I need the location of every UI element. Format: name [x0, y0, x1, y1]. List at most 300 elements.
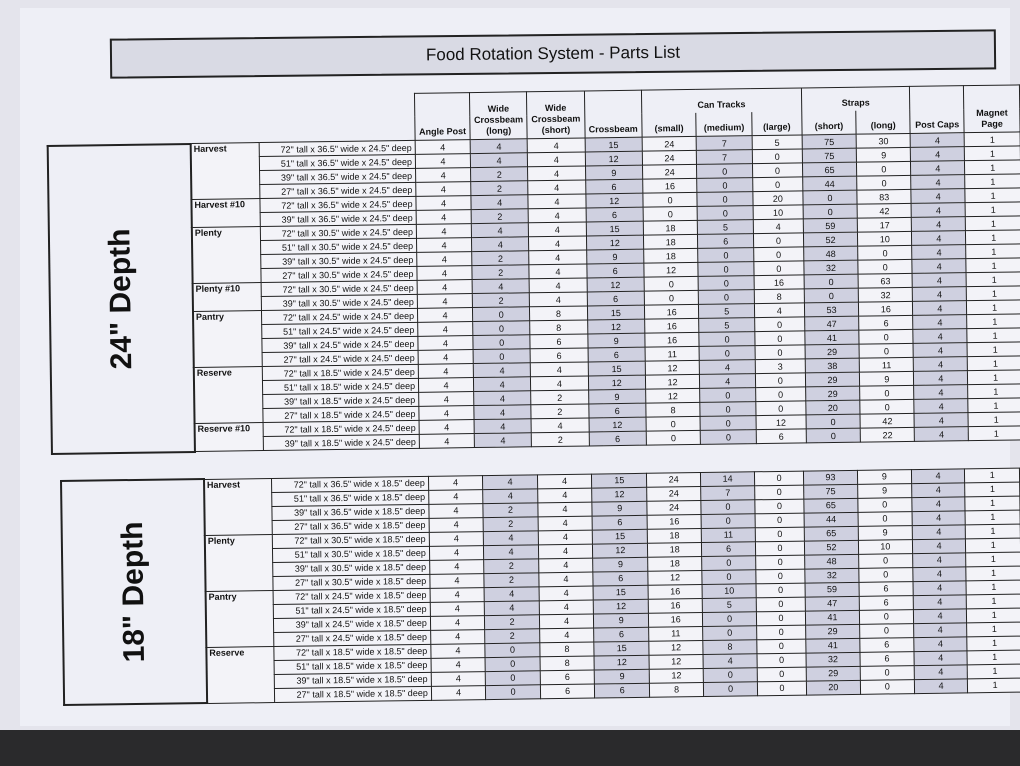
part-count-cell: 0	[860, 399, 914, 414]
part-count-cell: 75	[802, 134, 857, 149]
part-count-cell: 0	[757, 639, 806, 654]
part-count-cell: 4	[537, 488, 592, 503]
part-count-cell: 32	[806, 652, 860, 667]
part-count-cell: 4	[914, 399, 968, 414]
part-count-cell: 32	[804, 260, 859, 275]
table-surface	[0, 730, 1020, 766]
part-count-cell: 4	[415, 140, 470, 155]
part-count-cell: 4	[912, 245, 966, 260]
part-count-cell: 9	[858, 525, 912, 540]
part-count-cell: 0	[806, 414, 861, 429]
part-count-cell: 8	[530, 306, 587, 321]
part-count-cell: 0	[803, 190, 858, 205]
part-count-cell: 8	[646, 402, 701, 417]
model-name: Harvest	[204, 478, 273, 535]
part-count-cell: 2	[472, 251, 529, 266]
part-count-cell: 0	[756, 387, 806, 402]
part-count-cell: 4	[531, 362, 588, 377]
part-count-cell: 11	[701, 527, 755, 542]
part-count-cell: 4	[915, 427, 969, 442]
part-count-cell: 16	[647, 514, 701, 529]
part-count-cell: 5	[699, 304, 755, 319]
part-count-cell: 44	[802, 176, 857, 191]
part-count-cell: 4	[913, 622, 967, 637]
part-count-cell: 2	[483, 502, 538, 517]
part-count-cell: 0	[700, 416, 756, 431]
parts-table-18-depth	[60, 467, 1020, 706]
part-count-cell: 15	[593, 529, 648, 544]
unit-dimensions: 51" tall x 30.5" wide x 24.5" deep	[261, 238, 417, 254]
part-count-cell: 0	[752, 163, 802, 178]
parts-table-24-depth	[46, 84, 1020, 454]
depth-label-cell	[48, 143, 195, 453]
part-count-cell: 22	[860, 427, 914, 442]
unit-dimensions: 27" tall x 18.5" wide x 18.5" deep	[275, 686, 432, 702]
part-count-cell: 59	[805, 582, 859, 597]
part-count-cell: 4	[529, 278, 586, 293]
part-count-cell: 4	[703, 653, 757, 668]
part-count-cell: 0	[756, 401, 806, 416]
part-count-cell: 0	[858, 259, 912, 274]
unit-dimensions: 27" tall x 18.5" wide x 24.5" deep	[263, 406, 419, 422]
part-count-cell: 12	[585, 193, 642, 208]
part-count-cell: 42	[857, 203, 911, 218]
part-count-cell: 4	[416, 168, 471, 183]
part-count-cell: 12	[645, 374, 700, 389]
unit-dimensions: 27" tall x 30.5" wide x 24.5" deep	[261, 266, 417, 282]
part-count-cell: 0	[699, 332, 755, 347]
unit-dimensions: 72" tall x 30.5" wide x 24.5" deep	[260, 224, 416, 240]
part-count-cell: 4	[429, 531, 484, 546]
part-count-cell: 1	[966, 286, 1020, 301]
unit-dimensions: 39" tall x 30.5" wide x 24.5" deep	[261, 252, 417, 268]
part-count-cell: 6	[698, 234, 754, 249]
part-count-cell: 12	[644, 262, 699, 277]
part-count-cell: 9	[593, 557, 648, 572]
part-count-cell: 4	[417, 238, 472, 253]
part-count-cell: 6	[540, 684, 595, 699]
part-count-cell: 4	[528, 194, 585, 209]
part-count-cell: 4	[471, 195, 528, 210]
part-count-cell: 10	[858, 539, 912, 554]
part-count-cell: 93	[803, 470, 857, 485]
part-count-cell: 8	[754, 289, 804, 304]
part-count-cell: 6	[859, 315, 913, 330]
part-count-cell: 4	[538, 544, 593, 559]
part-count-cell: 5	[699, 318, 755, 333]
part-count-cell: 12	[588, 375, 645, 390]
part-count-cell: 0	[699, 290, 755, 305]
part-count-cell: 4	[431, 643, 486, 658]
part-count-cell: 4	[474, 405, 531, 420]
part-count-cell: 1	[965, 202, 1020, 217]
part-count-cell: 1	[966, 272, 1020, 287]
part-count-cell: 16	[649, 612, 703, 627]
part-count-cell: 4	[483, 474, 538, 489]
part-count-cell: 2	[472, 265, 529, 280]
part-count-cell: 0	[756, 569, 805, 584]
part-count-cell: 4	[914, 385, 968, 400]
part-count-cell: 53	[804, 302, 859, 317]
part-count-cell: 6	[592, 515, 647, 530]
part-count-cell: 4	[528, 208, 585, 223]
part-count-cell: 4	[430, 629, 485, 644]
part-count-cell: 0	[701, 513, 755, 528]
part-count-cell: 63	[858, 273, 912, 288]
part-count-cell: 41	[805, 610, 859, 625]
part-count-cell: 0	[858, 511, 912, 526]
part-count-cell: 0	[755, 485, 804, 500]
part-count-cell: 41	[805, 330, 860, 345]
part-count-cell: 1	[967, 342, 1020, 357]
part-count-cell: 41	[806, 638, 860, 653]
unit-dimensions: 72" tall x 30.5" wide x 24.5" deep	[261, 280, 417, 296]
part-count-cell: 4	[539, 628, 594, 643]
part-count-cell: 0	[703, 611, 757, 626]
part-count-cell: 4	[700, 360, 756, 375]
part-count-cell: 4	[484, 586, 539, 601]
part-count-cell: 4	[418, 322, 473, 337]
part-count-cell: 7	[701, 485, 755, 500]
part-count-cell: 4	[530, 292, 587, 307]
part-count-cell: 4	[415, 154, 470, 169]
part-count-cell: 29	[805, 386, 860, 401]
part-count-cell: 15	[593, 585, 648, 600]
part-count-cell: 9	[858, 483, 912, 498]
part-count-cell: 10	[753, 205, 803, 220]
part-count-cell: 1	[967, 622, 1020, 637]
part-count-cell: 2	[483, 516, 538, 531]
part-count-cell: 4	[474, 419, 531, 434]
part-count-cell: 10	[858, 231, 912, 246]
unit-dimensions: 51" tall x 30.5" wide x 18.5" deep	[273, 546, 430, 562]
part-count-cell: 4	[484, 544, 539, 559]
model-name: Reserve	[194, 367, 263, 424]
part-count-cell: 1	[966, 524, 1020, 539]
part-count-cell: 0	[701, 499, 755, 514]
part-count-cell: 4	[485, 600, 540, 615]
part-count-cell: 15	[588, 361, 645, 376]
part-count-cell: 0	[757, 667, 806, 682]
part-count-cell: 2	[485, 628, 540, 643]
part-count-cell: 16	[648, 598, 702, 613]
part-count-cell: 0	[702, 555, 756, 570]
depth-label-cell	[61, 479, 207, 705]
part-count-cell: 4	[537, 474, 592, 489]
unit-dimensions: 72" tall x 30.5" wide x 18.5" deep	[273, 532, 430, 548]
part-count-cell: 2	[471, 167, 528, 182]
part-count-cell: 4	[417, 280, 472, 295]
part-count-cell: 6	[585, 179, 642, 194]
part-count-cell: 0	[757, 625, 806, 640]
part-count-cell: 0	[804, 274, 859, 289]
part-count-cell: 4	[431, 657, 486, 672]
part-count-cell: 12	[649, 668, 703, 683]
part-count-cell: 0	[646, 416, 701, 431]
part-count-cell: 12	[587, 319, 644, 334]
part-count-cell: 4	[539, 600, 594, 615]
unit-dimensions: 72" tall x 18.5" wide x 24.5" deep	[263, 420, 419, 436]
part-count-cell: 8	[530, 320, 587, 335]
part-count-cell: 4	[914, 678, 968, 693]
part-count-cell: 24	[647, 486, 701, 501]
part-count-cell: 17	[857, 217, 911, 232]
part-count-cell: 4	[472, 237, 529, 252]
header-col-3: Crossbeam	[584, 90, 642, 138]
part-count-cell: 16	[648, 584, 702, 599]
part-count-cell: 4	[430, 587, 485, 602]
part-count-cell: 0	[859, 329, 913, 344]
part-count-cell: 18	[647, 528, 701, 543]
part-count-cell: 12	[589, 417, 646, 432]
part-count-cell: 0	[752, 149, 802, 164]
part-count-cell: 4	[911, 482, 965, 497]
part-count-cell: 0	[858, 553, 912, 568]
part-count-cell: 4	[474, 377, 531, 392]
part-count-cell: 9	[857, 469, 911, 484]
header-can-tracks: Can Tracks	[641, 88, 801, 113]
part-count-cell: 0	[753, 177, 803, 192]
part-count-cell: 4	[529, 264, 586, 279]
part-count-cell: 4	[429, 503, 484, 518]
part-count-cell: 4	[911, 468, 965, 483]
part-count-cell: 11	[649, 626, 703, 641]
part-count-cell: 0	[473, 307, 530, 322]
part-count-cell: 9	[595, 669, 650, 684]
part-count-cell: 6	[593, 571, 648, 586]
part-count-cell: 0	[703, 681, 757, 696]
part-count-cell: 4	[430, 601, 485, 616]
part-count-cell: 1	[967, 328, 1020, 343]
part-count-cell: 1	[968, 384, 1020, 399]
part-count-cell: 5	[702, 597, 756, 612]
part-count-cell: 0	[755, 499, 804, 514]
part-count-cell: 1	[965, 174, 1020, 189]
part-count-cell: 1	[965, 510, 1020, 525]
part-count-cell: 4	[472, 279, 529, 294]
part-count-cell: 0	[858, 497, 912, 512]
part-count-cell: 75	[804, 484, 858, 499]
part-count-cell: 29	[806, 666, 860, 681]
part-count-cell: 6	[587, 291, 644, 306]
part-count-cell: 12	[592, 487, 647, 502]
unit-dimensions: 27" tall x 24.5" wide x 18.5" deep	[274, 630, 431, 646]
part-count-cell: 15	[586, 221, 643, 236]
part-count-cell: 4	[428, 489, 483, 504]
part-count-cell: 18	[643, 220, 698, 235]
part-count-cell: 0	[756, 597, 805, 612]
part-count-cell: 4	[429, 559, 484, 574]
part-count-cell: 4	[483, 488, 538, 503]
part-count-cell: 4	[911, 189, 965, 204]
part-count-cell: 4	[913, 566, 967, 581]
part-count-cell: 4	[429, 545, 484, 560]
part-count-cell: 7	[696, 136, 752, 151]
part-count-cell: 12	[593, 543, 648, 558]
part-count-cell: 4	[914, 413, 968, 428]
part-count-cell: 4	[914, 636, 968, 651]
part-count-cell: 12	[649, 640, 703, 655]
part-count-cell: 83	[857, 189, 911, 204]
part-count-cell: 12	[594, 599, 649, 614]
part-count-cell: 4	[418, 336, 473, 351]
part-count-cell: 47	[805, 596, 859, 611]
part-count-cell: 1	[966, 538, 1020, 553]
part-count-cell: 38	[805, 358, 860, 373]
part-count-cell: 8	[703, 639, 757, 654]
part-count-cell: 2	[484, 558, 539, 573]
part-count-cell: 4	[428, 475, 483, 490]
part-count-cell: 4	[418, 378, 473, 393]
part-count-cell: 4	[419, 434, 474, 449]
part-count-cell: 4	[418, 364, 473, 379]
part-count-cell: 1	[968, 426, 1020, 441]
part-count-cell: 0	[755, 331, 805, 346]
part-count-cell: 48	[803, 246, 858, 261]
part-count-cell: 42	[860, 413, 914, 428]
part-count-cell: 4	[914, 357, 968, 372]
part-count-cell: 4	[429, 517, 484, 532]
part-count-cell: 4	[473, 363, 530, 378]
part-count-cell: 0	[473, 349, 530, 364]
part-count-cell: 2	[485, 614, 540, 629]
part-count-cell: 6	[530, 334, 587, 349]
unit-dimensions: 72" tall x 24.5" wide x 18.5" deep	[273, 588, 430, 604]
part-count-cell: 15	[594, 641, 649, 656]
unit-dimensions: 39" tall x 18.5" wide x 18.5" deep	[275, 672, 432, 688]
part-count-cell: 0	[697, 164, 753, 179]
part-count-cell: 4	[417, 308, 472, 323]
part-count-cell: 4	[527, 138, 584, 153]
part-count-cell: 1	[968, 370, 1020, 385]
unit-dimensions: 51" tall x 36.5" wide x 24.5" deep	[259, 154, 415, 170]
part-count-cell: 9	[860, 371, 914, 386]
part-count-cell: 11	[645, 346, 700, 361]
part-count-cell: 1	[968, 398, 1020, 413]
model-name: Pantry	[205, 590, 274, 647]
part-count-cell: 29	[806, 624, 860, 639]
part-count-cell: 1	[968, 664, 1020, 679]
part-count-cell: 1	[965, 146, 1020, 161]
header-col-0: Angle Post	[414, 93, 470, 141]
unit-dimensions: 39" tall x 30.5" wide x 18.5" deep	[273, 560, 430, 576]
model-name: Reserve #10	[194, 422, 263, 451]
part-count-cell: 7	[697, 150, 753, 165]
part-count-cell: 20	[806, 680, 860, 695]
part-count-cell: 18	[648, 542, 702, 557]
part-count-cell: 4	[529, 236, 586, 251]
part-count-cell: 0	[803, 204, 858, 219]
part-count-cell: 4	[911, 161, 965, 176]
part-count-cell: 0	[643, 206, 698, 221]
part-count-cell: 4	[417, 266, 472, 281]
unit-dimensions: 39" tall x 18.5" wide x 24.5" deep	[263, 434, 419, 450]
part-count-cell: 9	[592, 501, 647, 516]
part-count-cell: 4	[529, 250, 586, 265]
part-count-cell: 30	[856, 133, 910, 148]
part-count-cell: 4	[416, 210, 471, 225]
part-count-cell: 0	[857, 175, 911, 190]
part-count-cell: 1	[966, 258, 1020, 273]
model-name: Plenty	[192, 227, 261, 284]
part-count-cell: 4	[911, 175, 965, 190]
part-count-cell: 3	[755, 359, 805, 374]
header-col-1: Wide Crossbeam (long)	[470, 92, 528, 140]
part-count-cell: 0	[697, 206, 753, 221]
unit-dimensions: 39" tall x 24.5" wide x 18.5" deep	[274, 616, 431, 632]
part-count-cell: 4	[538, 516, 593, 531]
part-count-cell: 6	[594, 627, 649, 642]
part-count-cell: 6	[860, 637, 914, 652]
part-count-cell: 0	[644, 276, 699, 291]
part-count-cell: 16	[645, 332, 700, 347]
part-count-cell: 4	[911, 203, 965, 218]
part-count-cell: 12	[594, 655, 649, 670]
part-count-cell: 4	[910, 133, 964, 148]
part-count-cell: 0	[698, 262, 754, 277]
part-count-cell: 4	[431, 685, 486, 700]
part-count-cell: 1	[966, 244, 1020, 259]
part-count-cell: 4	[700, 374, 756, 389]
part-count-cell: 12	[645, 388, 700, 403]
part-count-cell: 4	[913, 343, 967, 358]
depth-label: 18" Depth	[116, 521, 152, 663]
part-count-cell: 4	[912, 552, 966, 567]
part-count-cell: 29	[805, 344, 860, 359]
part-count-cell: 24	[642, 164, 697, 179]
part-count-cell: 1	[965, 468, 1020, 483]
part-count-cell: 4	[912, 259, 966, 274]
part-count-cell: 4	[474, 391, 531, 406]
part-count-cell: 4	[913, 301, 967, 316]
part-count-cell: 1	[967, 636, 1020, 651]
part-count-cell: 32	[805, 568, 859, 583]
part-count-cell: 0	[756, 611, 805, 626]
part-count-cell: 9	[586, 249, 643, 264]
part-count-cell: 0	[697, 178, 753, 193]
part-count-cell: 0	[485, 642, 540, 657]
part-count-cell: 0	[703, 625, 757, 640]
part-count-cell: 0	[697, 192, 753, 207]
part-count-cell: 59	[803, 218, 858, 233]
unit-dimensions: 27" tall x 36.5" wide x 18.5" deep	[272, 518, 429, 534]
header-col-5: (medium)	[696, 112, 752, 137]
part-count-cell: 1	[965, 188, 1020, 203]
part-count-cell: 0	[859, 623, 913, 638]
part-count-cell: 4	[914, 371, 968, 386]
unit-dimensions: 27" tall x 30.5" wide x 18.5" deep	[273, 574, 430, 590]
part-count-cell: 0	[643, 192, 698, 207]
part-count-cell: 4	[416, 196, 471, 211]
part-count-cell: 0	[804, 288, 859, 303]
part-count-cell: 12	[648, 570, 702, 585]
part-count-cell: 0	[486, 670, 541, 685]
part-count-cell: 1	[966, 230, 1020, 245]
part-count-cell: 6	[595, 683, 650, 698]
part-count-cell: 1	[967, 300, 1020, 315]
model-name: Plenty #10	[193, 283, 262, 312]
part-count-cell: 2	[531, 404, 588, 419]
part-count-cell: 0	[699, 346, 755, 361]
part-count-cell: 0	[485, 656, 540, 671]
part-count-cell: 1	[968, 678, 1020, 693]
part-count-cell: 6	[588, 403, 645, 418]
part-count-cell: 4	[539, 586, 594, 601]
part-count-cell: 2	[532, 432, 589, 447]
unit-dimensions: 72" tall x 18.5" wide x 24.5" deep	[262, 364, 418, 380]
part-count-cell: 6	[586, 263, 643, 278]
part-count-cell: 6	[859, 595, 913, 610]
